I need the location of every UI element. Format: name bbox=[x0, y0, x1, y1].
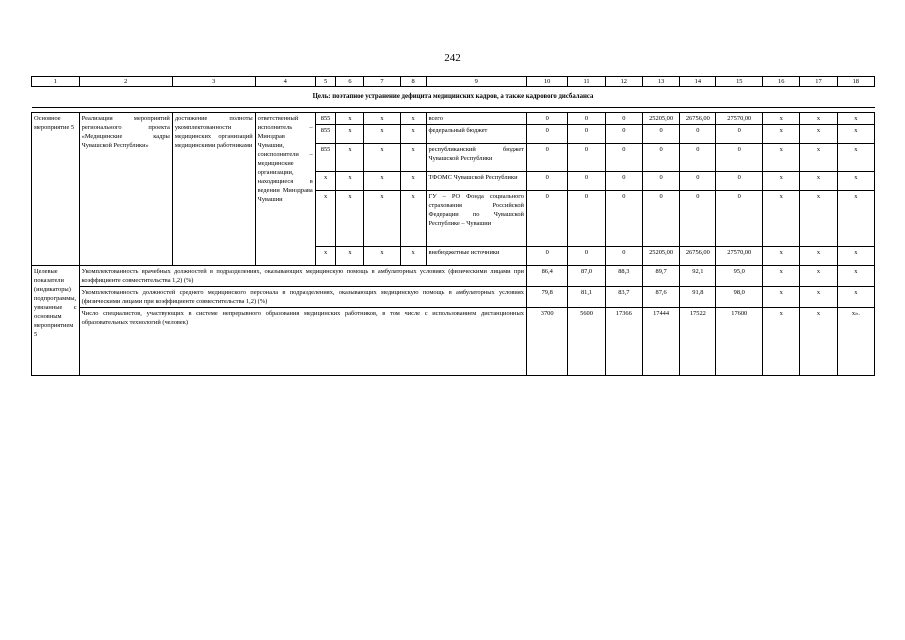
cell: x bbox=[336, 144, 364, 172]
cell: 0 bbox=[568, 144, 605, 172]
cell: x bbox=[763, 266, 800, 287]
cell: x bbox=[400, 144, 426, 172]
funding-source-cell: внебюджетные источники bbox=[426, 247, 526, 266]
goal-row bbox=[32, 87, 875, 108]
col-num: 6 bbox=[336, 77, 364, 87]
col-num: 15 bbox=[716, 77, 763, 87]
cell: x bbox=[336, 113, 364, 125]
cell: 0 bbox=[716, 191, 763, 247]
cell: x bbox=[336, 172, 364, 191]
cell: x bbox=[763, 113, 800, 125]
cell: 0 bbox=[605, 172, 642, 191]
cell: x bbox=[800, 172, 837, 191]
cell: 0 bbox=[716, 125, 763, 144]
funding-source-cell: всего bbox=[426, 113, 526, 125]
cell: x bbox=[336, 191, 364, 247]
cell: x bbox=[400, 125, 426, 144]
cell: 0 bbox=[526, 191, 567, 247]
cell: 0 bbox=[716, 172, 763, 191]
cell: 88,3 bbox=[605, 266, 642, 287]
cell: 0 bbox=[526, 113, 567, 125]
cell: x bbox=[400, 247, 426, 266]
cell: 79,8 bbox=[526, 287, 567, 308]
cell: 3700 bbox=[526, 308, 567, 376]
cell: 0 bbox=[642, 191, 679, 247]
cell: 17522 bbox=[680, 308, 716, 376]
cell: 91,8 bbox=[680, 287, 716, 308]
cell: x bbox=[837, 144, 874, 172]
cell: x bbox=[837, 247, 874, 266]
indicator-row bbox=[32, 266, 875, 287]
cell: x bbox=[800, 191, 837, 247]
cell: 89,7 bbox=[642, 266, 679, 287]
event-name-cell: Реализация мероприятий регионального проекта «Медицинские кадры Чувашской Республики» bbox=[79, 113, 172, 266]
cell: 0 bbox=[642, 144, 679, 172]
cell: x bbox=[315, 191, 336, 247]
cell: 5600 bbox=[568, 308, 605, 376]
col-num: 1 bbox=[32, 77, 80, 87]
cell: 855 bbox=[315, 125, 336, 144]
cell: 0 bbox=[526, 144, 567, 172]
cell: 0 bbox=[605, 144, 642, 172]
cell: x bbox=[315, 247, 336, 266]
funding-source-cell: ГУ – РО Фонда социального страхования Российской Федерации по Чувашской Республике – Чувашии bbox=[426, 191, 526, 247]
cell: 0 bbox=[605, 125, 642, 144]
cell: 0 bbox=[716, 144, 763, 172]
col-num: 5 bbox=[315, 77, 336, 87]
cell: x bbox=[837, 266, 874, 287]
cell: 0 bbox=[526, 125, 567, 144]
cell: 95,0 bbox=[716, 266, 763, 287]
cell: x bbox=[837, 287, 874, 308]
cell: 86,4 bbox=[526, 266, 567, 287]
cell: x bbox=[400, 172, 426, 191]
cell: 25205,00 bbox=[642, 113, 679, 125]
cell: x bbox=[837, 125, 874, 144]
cell: x bbox=[837, 172, 874, 191]
cell: 0 bbox=[642, 125, 679, 144]
cell: x bbox=[364, 172, 400, 191]
cell: 87,0 bbox=[568, 266, 605, 287]
cell: x bbox=[800, 247, 837, 266]
cell: 98,0 bbox=[716, 287, 763, 308]
cell: x bbox=[364, 191, 400, 247]
cell: 855 bbox=[315, 113, 336, 125]
cell: x bbox=[364, 144, 400, 172]
cell: 0 bbox=[642, 172, 679, 191]
funding-source-cell: ТФОМС Чувашской Республики bbox=[426, 172, 526, 191]
cell: 83,7 bbox=[605, 287, 642, 308]
cell: x bbox=[800, 144, 837, 172]
cell: 26756,00 bbox=[680, 247, 716, 266]
cell: x bbox=[315, 172, 336, 191]
cell: x bbox=[364, 247, 400, 266]
cell: 0 bbox=[568, 172, 605, 191]
indicator-text-cell: Число специалистов, участвующих в системе непрерывного образования медицинских работников, в том числе с использованием дистанционных образовательных технологий (человек) bbox=[79, 308, 526, 376]
col-num: 16 bbox=[763, 77, 800, 87]
cell: x bbox=[400, 113, 426, 125]
cell: x bbox=[763, 308, 800, 376]
cell: x bbox=[763, 247, 800, 266]
funding-source-cell: республиканский бюджет Чувашской Республики bbox=[426, 144, 526, 172]
cell: 855 bbox=[315, 144, 336, 172]
cell: x bbox=[336, 247, 364, 266]
cell: x bbox=[763, 172, 800, 191]
cell: 0 bbox=[680, 125, 716, 144]
goal-heading: Цель: поэтапное устранение дефицита медицинских кадров, а также кадрового дисбаланса bbox=[32, 87, 875, 108]
col-num: 9 bbox=[426, 77, 526, 87]
cell: 0 bbox=[568, 125, 605, 144]
col-num: 8 bbox=[400, 77, 426, 87]
cell: x bbox=[800, 287, 837, 308]
cell: x bbox=[800, 113, 837, 125]
col-num: 18 bbox=[837, 77, 874, 87]
cell: x bbox=[763, 125, 800, 144]
cell: x bbox=[800, 308, 837, 376]
cell: 17600 bbox=[716, 308, 763, 376]
col-num: 4 bbox=[255, 77, 315, 87]
event-number-cell: Основное мероприятие 5 bbox=[32, 113, 80, 266]
column-numbers-row bbox=[32, 77, 875, 87]
cell: x bbox=[364, 125, 400, 144]
cell: 0 bbox=[605, 191, 642, 247]
cell: 0 bbox=[680, 172, 716, 191]
col-num: 14 bbox=[680, 77, 716, 87]
col-num: 17 bbox=[800, 77, 837, 87]
col-num: 13 bbox=[642, 77, 679, 87]
cell: x bbox=[763, 191, 800, 247]
cell: x bbox=[364, 113, 400, 125]
indicators-label-cell: Целевые показатели (индикаторы) подпрограммы, увязанные с основным мероприятием 5 bbox=[32, 266, 80, 376]
indicator-text-cell: Укомплектованность врачебных должностей в подразделениях, оказывающих медицинскую помощь в амбулаторных условиях (физическими лицами при коэффициенте совместительства 1,2) (%) bbox=[79, 266, 526, 287]
cell: 0 bbox=[526, 172, 567, 191]
cell: x bbox=[800, 266, 837, 287]
program-table bbox=[31, 76, 875, 376]
page-number: 242 bbox=[444, 52, 461, 64]
col-num: 12 bbox=[605, 77, 642, 87]
cell: 81,1 bbox=[568, 287, 605, 308]
cell: 17444 bbox=[642, 308, 679, 376]
cell: 87,6 bbox=[642, 287, 679, 308]
cell: 0 bbox=[526, 247, 567, 266]
indicator-row bbox=[32, 308, 875, 376]
col-num: 2 bbox=[79, 77, 172, 87]
cell: 0 bbox=[605, 247, 642, 266]
col-num: 7 bbox=[364, 77, 400, 87]
funding-row bbox=[32, 113, 875, 125]
cell: 0 bbox=[568, 191, 605, 247]
cell: 27570,00 bbox=[716, 113, 763, 125]
cell: x bbox=[837, 191, 874, 247]
col-num: 10 bbox=[526, 77, 567, 87]
cell: x bbox=[800, 125, 837, 144]
cell: x». bbox=[837, 308, 874, 376]
cell: 26756,00 bbox=[680, 113, 716, 125]
cell: x bbox=[336, 125, 364, 144]
col-num: 3 bbox=[172, 77, 255, 87]
cell: 0 bbox=[680, 191, 716, 247]
cell: 92,1 bbox=[680, 266, 716, 287]
cell: x bbox=[837, 113, 874, 125]
cell: 27570,00 bbox=[716, 247, 763, 266]
cell: x bbox=[763, 287, 800, 308]
col-num: 11 bbox=[568, 77, 605, 87]
cell: 17366 bbox=[605, 308, 642, 376]
cell: x bbox=[763, 144, 800, 172]
indicator-text-cell: Укомплектованность должностей среднего медицинского персонала в подразделениях, оказывающих медицинскую помощь в амбулаторных условиях (физическими лицами при коэффициенте совместительства 1,2) (%) bbox=[79, 287, 526, 308]
event-goal-cell: достижение полноты укомплектованности медицинских организаций медицинскими работниками bbox=[172, 113, 255, 266]
cell: 0 bbox=[680, 144, 716, 172]
executor-cell: ответственный исполнитель – Минздрав Чувашии, соисполнители – медицинские организации, находящиеся в ведении Минздрава Чувашии bbox=[255, 113, 315, 266]
cell: 0 bbox=[568, 113, 605, 125]
cell: 0 bbox=[568, 247, 605, 266]
cell: 25205,00 bbox=[642, 247, 679, 266]
funding-source-cell: федеральный бюджет bbox=[426, 125, 526, 144]
cell: x bbox=[400, 191, 426, 247]
indicator-row bbox=[32, 287, 875, 308]
cell: 0 bbox=[605, 113, 642, 125]
